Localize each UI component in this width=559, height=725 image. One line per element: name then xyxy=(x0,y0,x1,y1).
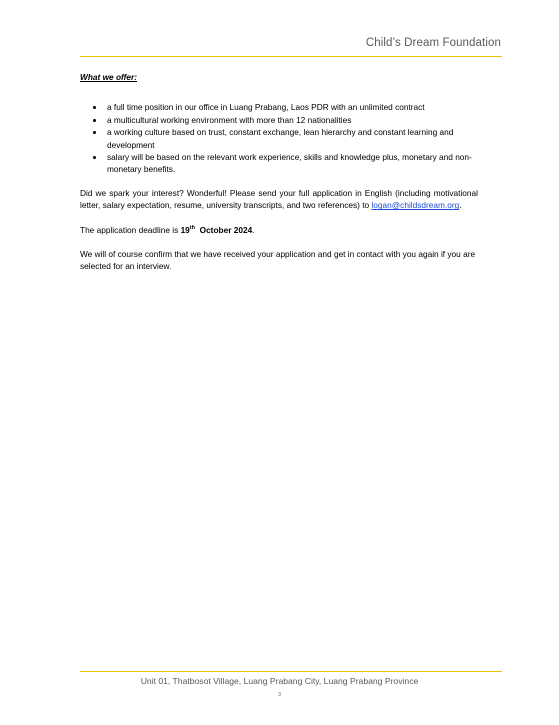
application-paragraph xyxy=(80,187,478,212)
offer-item: a working culture based on trust, constant exchange, lean hierarchy and constant learning and development xyxy=(107,126,478,151)
document-body xyxy=(80,71,478,285)
deadline-prefix: The application deadline is xyxy=(80,224,181,235)
application-text-end: . xyxy=(459,200,462,211)
deadline-day: 19 xyxy=(180,224,190,235)
page-number: 3 xyxy=(278,692,281,698)
email-link[interactable]: logan@childsdream.org xyxy=(371,200,460,211)
deadline-month-year: October 2024 xyxy=(195,224,253,235)
footer-address: Unit 01, Thatbosot Village, Luang Prabang City, Luang Prabang Province xyxy=(140,676,419,686)
section-heading: What we offer: xyxy=(80,72,138,82)
closing-paragraph: We will of course confirm that we have received your application and get in contact with you again if you are selected for an interview. xyxy=(80,249,476,272)
application-text: Did we spark your interest? Wonderful! Please send your full application in English (including motivational letter, salary expectation, resume, university transcripts, and two references) to xyxy=(80,187,478,211)
deadline-paragraph xyxy=(80,224,478,236)
footer-divider xyxy=(80,671,502,672)
offers-list xyxy=(80,101,478,175)
offer-item: a full time position in our office in Luang Prabang, Laos PDR with an unlimited contract xyxy=(107,101,478,113)
offer-item: salary will be based on the relevant work experience, skills and knowledge plus, monetary and non-monetary benefits. xyxy=(107,151,478,176)
deadline-day-suffix: th xyxy=(189,224,195,231)
header-divider xyxy=(80,56,502,57)
deadline-end: . xyxy=(252,224,255,235)
header-organization-name: Child’s Dream Foundation xyxy=(365,37,501,49)
offer-item: a multicultural working environment with more than 12 nationalities xyxy=(107,114,478,126)
deadline-date xyxy=(181,225,253,235)
